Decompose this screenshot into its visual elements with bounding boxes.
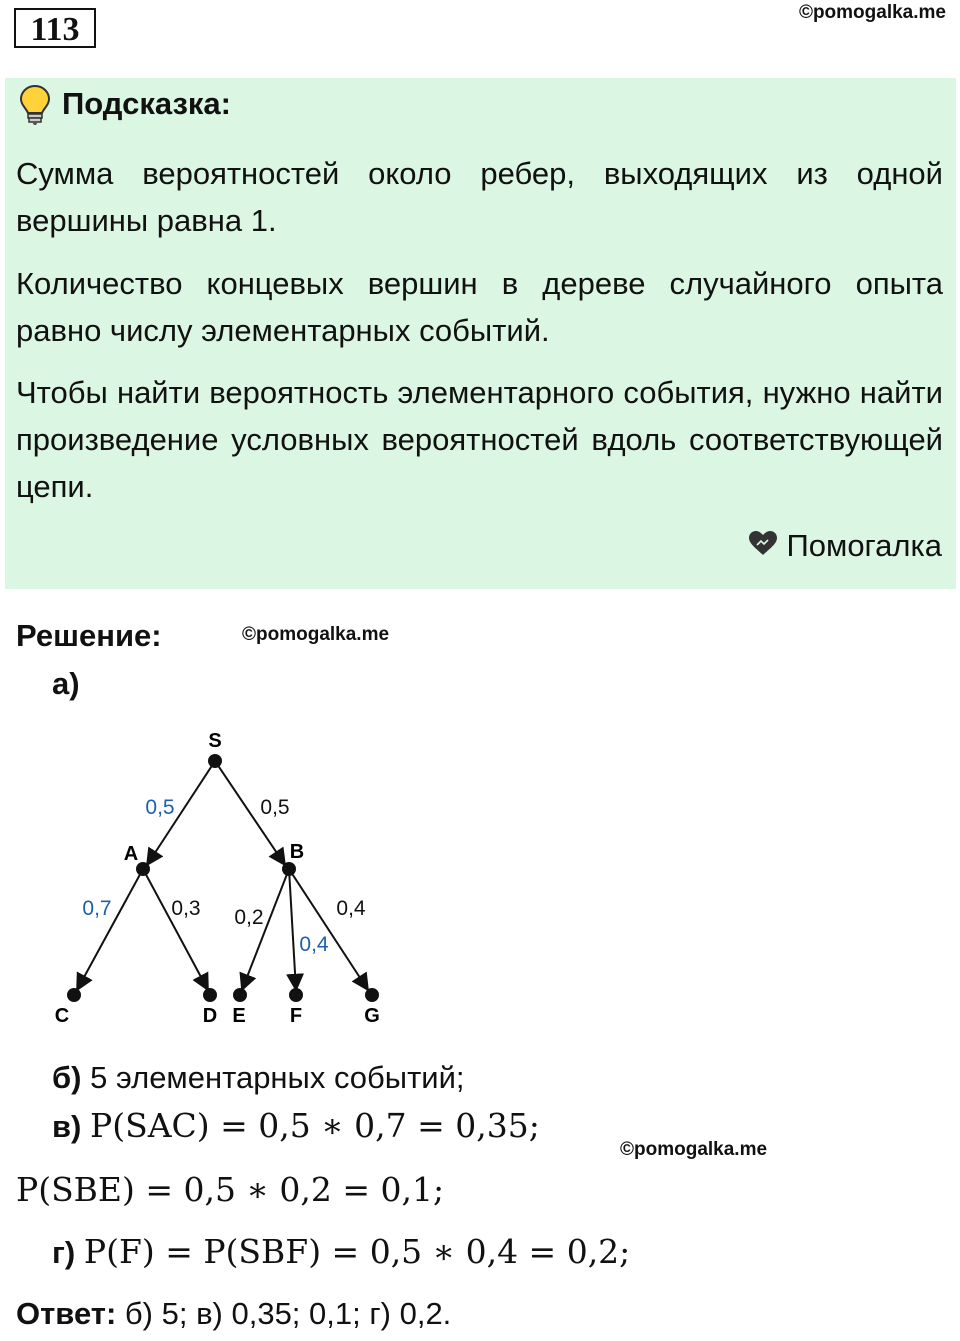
edge-label-b-g: 0,4	[336, 897, 366, 920]
edge-b-e	[242, 869, 289, 990]
edge-label-b-e: 0,2	[234, 906, 264, 929]
edge-label-b-f: 0,4	[299, 933, 329, 956]
solution-title: Решение:	[16, 618, 162, 653]
part-v-expr-2: P(SBE) = 0,5 ∗ 0,2 = 0,1;	[16, 1170, 445, 1209]
signature	[748, 528, 942, 564]
node-label-d: D	[202, 1005, 218, 1027]
node-d	[203, 988, 217, 1002]
task-number: 113	[14, 8, 96, 48]
watermark-middle: ©pomogalka.me	[242, 624, 390, 645]
edge-label-s-a: 0,5	[145, 796, 175, 819]
part-v-label: в)	[52, 1109, 82, 1144]
node-label-b: B	[289, 841, 305, 863]
lightbulb-icon	[18, 84, 52, 131]
edge-label-s-b: 0,5	[260, 796, 290, 819]
edge-label-a-d: 0,3	[171, 897, 201, 920]
part-g-label: г)	[52, 1235, 76, 1270]
edge-b-g	[289, 869, 368, 990]
node-b	[282, 862, 296, 876]
part-v-expr-1: P(SAC) = 0,5 ∗ 0,7 = 0,35;	[90, 1106, 540, 1145]
part-b	[52, 1060, 465, 1096]
probability-tree	[0, 720, 420, 1040]
part-b-text: 5 элементарных событий;	[90, 1060, 465, 1095]
part-g-expr: P(F) = P(SBF) = 0,5 ∗ 0,4 = 0,2;	[83, 1232, 631, 1271]
node-label-c: C	[54, 1005, 70, 1027]
answer-label: Ответ:	[16, 1296, 117, 1331]
edge-a-d	[143, 869, 208, 990]
node-label-g: G	[364, 1005, 380, 1027]
answer-text: б) 5; в) 0,35; 0,1; г) 0,2.	[124, 1296, 452, 1331]
hint-paragraph-2: Количество концевых вершин в дереве случайного опыта равно числу элементарных событий.	[16, 266, 943, 348]
edge-b-f	[289, 869, 296, 990]
part-v	[52, 1106, 540, 1145]
node-label-f: F	[289, 1005, 303, 1027]
watermark-top: ©pomogalka.me	[798, 2, 946, 23]
node-s	[208, 754, 222, 768]
answer	[16, 1296, 451, 1332]
node-label-e: E	[232, 1005, 246, 1027]
edge-label-a-c: 0,7	[82, 897, 112, 920]
edge-a-c	[77, 869, 143, 990]
hint-paragraph-3: Чтобы найти вероятность элементарного события, нужно найти произведение условных вероятностей вдоль соответствующей цепи.	[16, 375, 943, 504]
heart-icon	[748, 528, 778, 564]
part-g	[52, 1232, 630, 1271]
node-label-a: A	[123, 843, 139, 865]
watermark-bottom: ©pomogalka.me	[620, 1139, 768, 1160]
node-f	[289, 988, 303, 1002]
signature-text: Помогалка	[786, 528, 942, 563]
node-e	[233, 988, 247, 1002]
part-b-label: б)	[52, 1060, 82, 1095]
node-c	[67, 988, 81, 1002]
part-a-label: а)	[52, 666, 80, 701]
hint-paragraph-1: Сумма вероятностей около ребер, выходящих из одной вершины равна 1.	[16, 156, 943, 238]
hint-title: Подсказка:	[62, 86, 231, 121]
node-label-s: S	[208, 730, 222, 752]
node-g	[365, 988, 379, 1002]
